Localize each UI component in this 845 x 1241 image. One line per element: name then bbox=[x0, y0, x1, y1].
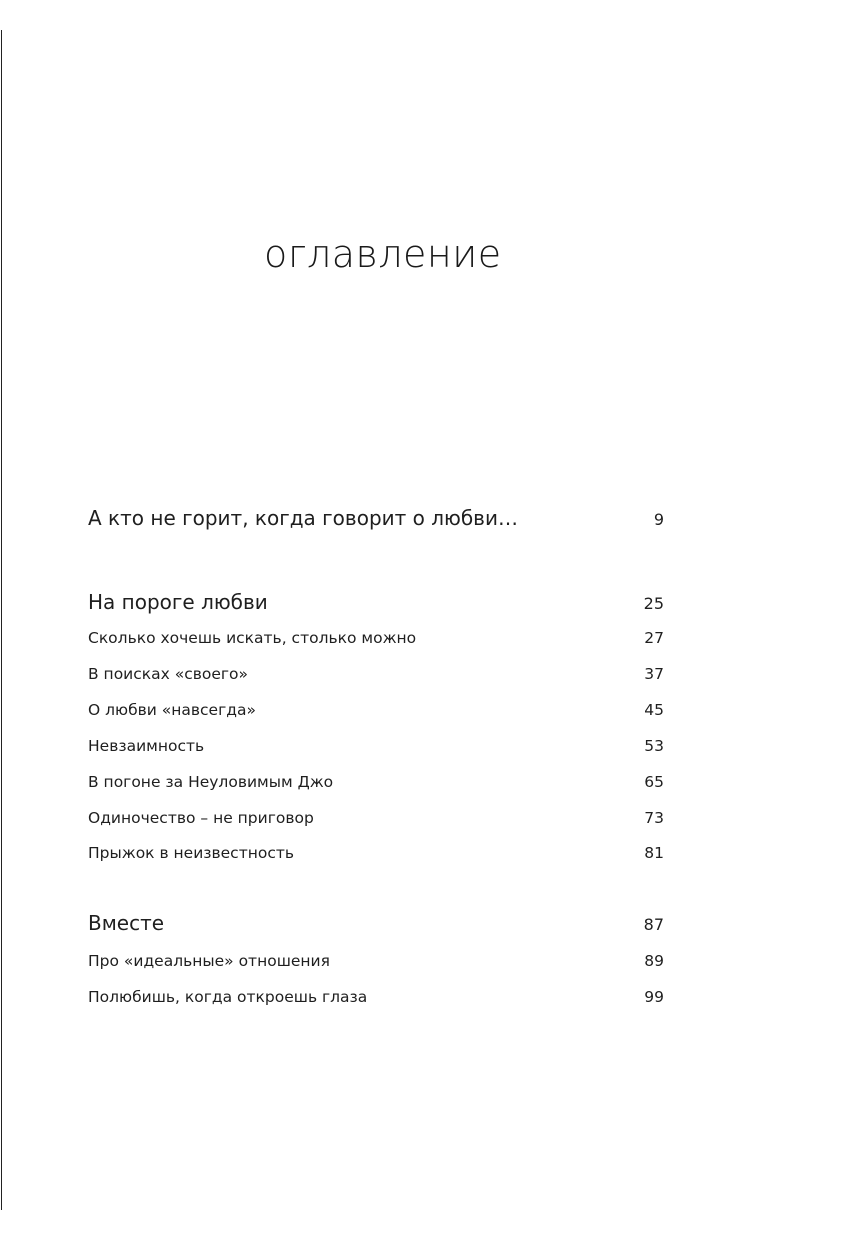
toc-entry-label: Полюбишь, когда откроешь глаза bbox=[88, 988, 368, 1006]
toc-entry-label: А кто не горит, когда говорит о любви… bbox=[88, 506, 518, 530]
toc-entry-chapter bbox=[88, 773, 664, 791]
toc-entry-chapter bbox=[88, 629, 664, 647]
toc-entry-page: 45 bbox=[644, 701, 664, 719]
toc-entry-page: 37 bbox=[644, 665, 664, 683]
toc-entry-label: На пороге любви bbox=[88, 590, 268, 614]
page-edge-line bbox=[1, 30, 2, 1210]
toc-entry-label: В поисках «своего» bbox=[88, 665, 249, 683]
toc-entry-part bbox=[88, 590, 664, 614]
toc-entry-chapter bbox=[88, 844, 664, 862]
toc-entry-page: 81 bbox=[644, 844, 664, 862]
toc-entry-label: О любви «навсегда» bbox=[88, 701, 256, 719]
toc-entry-page: 87 bbox=[643, 915, 664, 934]
toc-entry-chapter bbox=[88, 665, 664, 683]
toc-entry-label: Про «идеальные» отношения bbox=[88, 952, 330, 970]
toc-entry-page: 25 bbox=[643, 594, 664, 613]
toc-entry-page: 65 bbox=[644, 773, 664, 791]
toc-entry-chapter bbox=[88, 952, 664, 970]
toc-entry-page: 9 bbox=[653, 510, 664, 529]
toc-entry-label: Вместе bbox=[88, 911, 165, 935]
toc-entry-part bbox=[88, 506, 664, 530]
toc-entry-page: 53 bbox=[644, 737, 664, 755]
toc-entry-page: 73 bbox=[644, 809, 664, 827]
toc-entry-chapter bbox=[88, 737, 664, 755]
page-title: оглавление bbox=[264, 232, 502, 276]
toc-entry-page: 99 bbox=[644, 988, 664, 1006]
toc-entry-page: 27 bbox=[644, 629, 664, 647]
toc-entry-part bbox=[88, 911, 664, 935]
toc-entry-label: Прыжок в неизвестность bbox=[88, 844, 295, 862]
toc-entry-label: Невзаимность bbox=[88, 737, 205, 755]
toc-entry-label: Сколько хочешь искать, столько можно bbox=[88, 629, 417, 647]
toc-entry-label: Одиночество – не приговор bbox=[88, 809, 314, 827]
toc-entry-chapter bbox=[88, 701, 664, 719]
toc-entry-label: В погоне за Неуловимым Джо bbox=[88, 773, 334, 791]
toc-entry-chapter bbox=[88, 988, 664, 1006]
toc-entry-chapter bbox=[88, 809, 664, 827]
toc-entry-page: 89 bbox=[644, 952, 664, 970]
